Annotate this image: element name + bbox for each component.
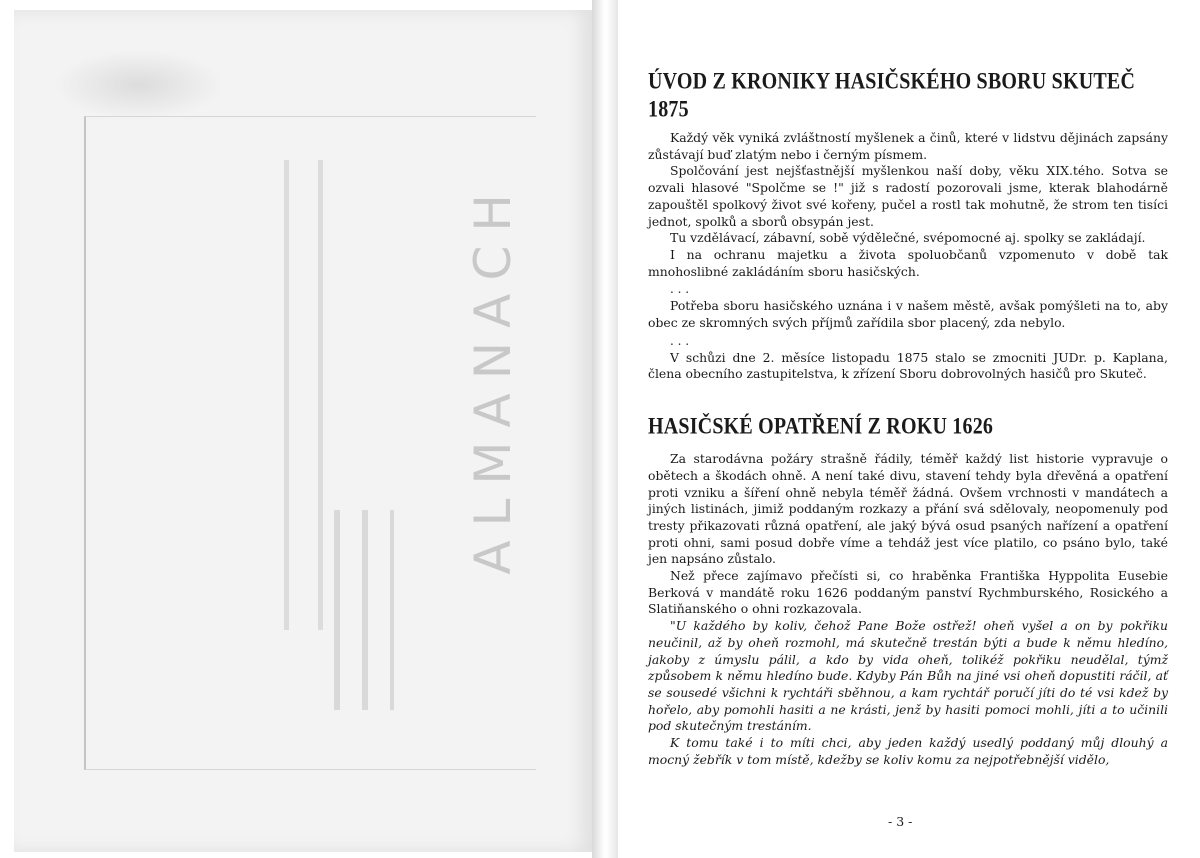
omission-mark: . . . (670, 282, 690, 297)
omission-mark: . . . (670, 333, 690, 348)
bleed-through-smudge (54, 50, 224, 120)
paragraph: I na ochranu majetku a života spoluobčanů vzpomenuto v době tak mnohoslibné zakládáním sboru hasičských. (648, 246, 1168, 279)
quoted-mandate: K tomu také i to míti chci, aby jeden každý usedlý poddaný můj dlouhý a mocný žebřík v tom místě, kdežby se koliv komu za nejpotřebnější vidělo, (648, 735, 1168, 767)
book-gutter (592, 0, 618, 858)
paragraph: Potřeba sboru hasičského uznána i v našem městě, avšak pomýšleti na to, aby obec ze skromných svých příjmů zařídila sbor placený, zda nebylo. (648, 298, 1168, 331)
section-title-opatreni: HASIČSKÉ OPATŘENÍ Z ROKU 1626 (648, 414, 994, 440)
paragraph: Tu vzdělávací, zábavní, sobě výdělečné, svépomocné aj. spolky se zakládají. (670, 230, 1146, 246)
paragraph: Každý věk vyniká zvláštností myšlenek a činů, které v lidstvu dějinách zapsány zůstávají buď zlatým nebo i černým písmem. (648, 130, 1168, 162)
section-title-uvod: ÚVOD Z KRONIKY HASIČSKÉHO SBORU SKUTEČ 1875 (648, 69, 1136, 123)
paragraph: Za starodávna požáry strašně řádily, téměř každý list historie vypravuje o obětech a škodách ohně. A není také divu, stavení tehdy byla dřevěná a opatření proti vzniku a šíření ohně nebyla téměř žádná. Ovšem vrchnosti v mandátech a jiných listinách, jimiž poddaným rozkazy a přání svá sdělovaly, neopomenuly pod tresty přikazovati různá opatření, ale jaký bývá osud psaných nařízení a opatření proti ohni, sami posud dobře víme a tehdáž jest více platilo, co psáno bylo, také jen napsáno zůstalo. (648, 451, 1168, 567)
page-number: - 3 - (888, 814, 913, 829)
paragraph: V schůzi dne 2. měsíce listopadu 1875 stalo se zmocniti JUDr. p. Kaplana, člena obecního zastupitelstva, k zřízení Sboru dobrovolných hasičů pro Skuteč. (648, 349, 1168, 382)
right-page (618, 10, 1198, 852)
left-page-back-cover (14, 10, 592, 852)
page-content (648, 68, 1168, 769)
bleed-through-imprint (334, 510, 394, 710)
paragraph: Spolčování jest nejšťastnější myšlenkou naší doby, věku XIX.tého. Sotva se ozvali hlasové "Spolčme se !" již s radostí pozorovali jsme, kterak blahodárně zapouštěl spolkový život své kořeny, pučel a rostl tak mohutně, že strom ten tisíci jednot, spolků a sborů obsypán jest. (648, 163, 1168, 229)
bleed-through-title: ALMANACH (464, 180, 522, 575)
bleed-through-text-lines (284, 160, 324, 630)
quoted-mandate: "U každého by koliv, čehož Pane Bože ostřež! oheň vyšel a on by pokřiku neučinil, až by oheň rozmohl, má skutečně trestán býti a bude k němu hledíno, jakoby z úmyslu pálil, a kdo by vida oheň, tolikéž pokřiku neudělal, týmž způsobem k němu hledíno bude. Kdyby Pán Bůh na jiné vsi oheň dopustiti ráčil, ať se sousedé všichni k rychtáři sběhnou, a kam rychtář poručí jíti do té vsi kdež by hořelo, aby pomohli hasiti a ne krásti, jenž by hasiti pomoci mohli, jíti a to učinili pod skutečným trestáním. (648, 618, 1168, 734)
paragraph: Než přece zajímavo přečísti si, co hraběnka Františka Hyppolita Eusebie Berková v mandátě roku 1626 poddaným panství Rychmburského, Rosického a Slatiňanského o ohni rozkazovala. (648, 568, 1168, 617)
